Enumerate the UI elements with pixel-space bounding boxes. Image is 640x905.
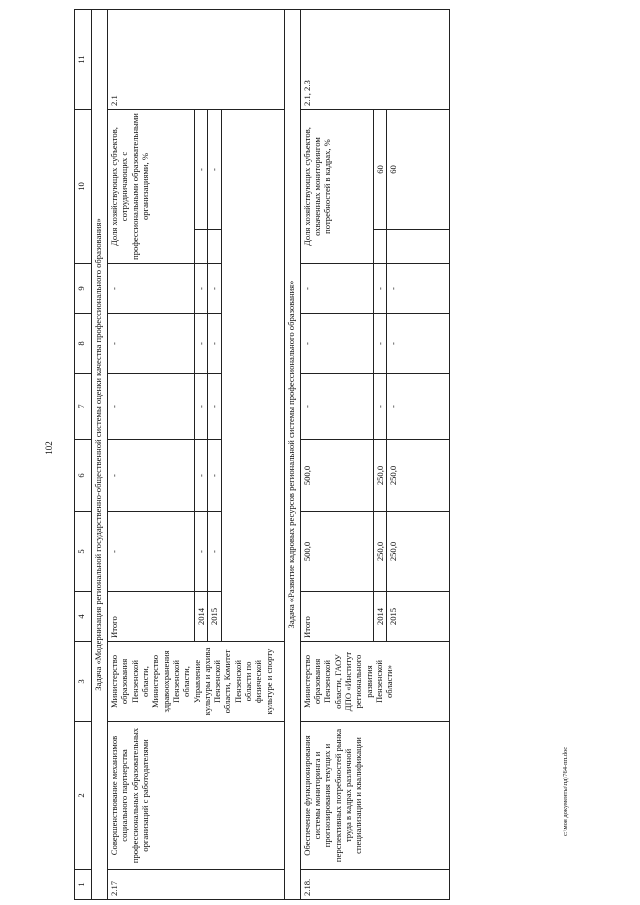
value-cell: 250,0	[386, 440, 449, 512]
value-cell: -	[108, 314, 195, 374]
executor: Министерство образования Пензенской области, ГАОУ ДПО «Институт регионального развития Пензенской области»	[300, 642, 449, 722]
value-cell: -	[195, 512, 208, 592]
row-number: 2.17	[108, 870, 285, 900]
table-row	[300, 10, 373, 900]
value-cell: -	[208, 264, 221, 314]
ref-cell: 2.1	[108, 10, 285, 110]
header-cell: 8	[75, 314, 92, 374]
header-cell: 3	[75, 642, 92, 722]
program-table	[74, 9, 450, 900]
value-cell: -	[373, 264, 386, 314]
value-cell: -	[208, 314, 221, 374]
header-cell: 6	[75, 440, 92, 512]
header-cell: 1	[75, 870, 92, 900]
page-number: 102	[44, 441, 54, 455]
indicator-cell: Доля хозяйствующих субъектов, сотрудничающих с профессиональными образовательными организациями, %	[108, 110, 195, 264]
measure-name: Обеспечение функционирования системы мониторинга и прогнозирования текущих и перспективных потребностей рынка труда в кадрах различной специализации и квалификации	[300, 722, 449, 870]
value-cell: -	[108, 440, 195, 512]
year-cell: 2015	[208, 592, 221, 642]
value-cell: -	[195, 110, 208, 230]
header-cell: 4	[75, 592, 92, 642]
rotated-table-container	[74, 10, 614, 900]
value-cell: -	[208, 440, 221, 512]
value-cell: -	[373, 374, 386, 440]
value-cell: -	[386, 314, 449, 374]
section-title-row	[92, 10, 108, 900]
year-cell: Итого	[300, 592, 373, 642]
filler-cell	[221, 110, 284, 642]
header-row	[75, 10, 92, 900]
value-cell: -	[208, 374, 221, 440]
value-cell: 500,0	[300, 512, 373, 592]
value-cell: -	[300, 264, 373, 314]
header-cell: 10	[75, 110, 92, 264]
header-cell: 2	[75, 722, 92, 870]
executor: Министерство образования Пензенской области, Министерство здравоохранения Пензенской области, Управление культуры и архива Пензенской области, Комитет Пензенской области по физической культуре и спорту	[108, 642, 285, 722]
value-cell: -	[386, 374, 449, 440]
value-cell: -	[208, 512, 221, 592]
value-cell: -	[195, 264, 208, 314]
table-row	[108, 10, 195, 900]
value-cell: 60	[373, 110, 386, 230]
value-cell	[208, 230, 221, 264]
section2-title: Задача «Развитие кадровых ресурсов региональной системы профессионального образования»	[284, 10, 300, 900]
value-cell: 250,0	[373, 512, 386, 592]
header-cell: 5	[75, 512, 92, 592]
value-cell: -	[108, 512, 195, 592]
header-cell: 9	[75, 264, 92, 314]
value-cell: -	[195, 440, 208, 512]
value-cell: -	[300, 314, 373, 374]
section1-title: Задача «Модернизация региональной государственно-общественной системы оценки качества профессионального образования»	[92, 10, 108, 900]
year-cell: Итого	[108, 592, 195, 642]
value-cell: -	[108, 264, 195, 314]
value-cell: 60	[386, 110, 449, 230]
measure-name: Совершенствование механизмов социального партнерства профессиональных образовательных организаций с работодателями	[108, 722, 285, 870]
year-cell: 2015	[386, 592, 449, 642]
value-cell: -	[300, 374, 373, 440]
value-cell: 250,0	[386, 512, 449, 592]
header-cell: 7	[75, 374, 92, 440]
header-cell: 11	[75, 10, 92, 110]
value-cell	[386, 230, 449, 264]
value-cell: -	[386, 264, 449, 314]
value-cell	[195, 230, 208, 264]
year-cell: 2014	[373, 592, 386, 642]
footer-path: c:\моя документы\пд\764-пп.doc	[562, 746, 569, 836]
value-cell	[373, 230, 386, 264]
value-cell: -	[108, 374, 195, 440]
value-cell: 500,0	[300, 440, 373, 512]
ref-cell: 2.1, 2.3	[300, 10, 449, 110]
indicator-cell: Доля хозяйствующих субъектов, охваченных мониторингом потребностей в кадрах, %	[300, 110, 373, 264]
value-cell: -	[373, 314, 386, 374]
row-number: 2.18.	[300, 870, 449, 900]
value-cell: -	[208, 110, 221, 230]
value-cell: 250,0	[373, 440, 386, 512]
year-cell: 2014	[195, 592, 208, 642]
section-title-row	[284, 10, 300, 900]
value-cell: -	[195, 314, 208, 374]
value-cell: -	[195, 374, 208, 440]
